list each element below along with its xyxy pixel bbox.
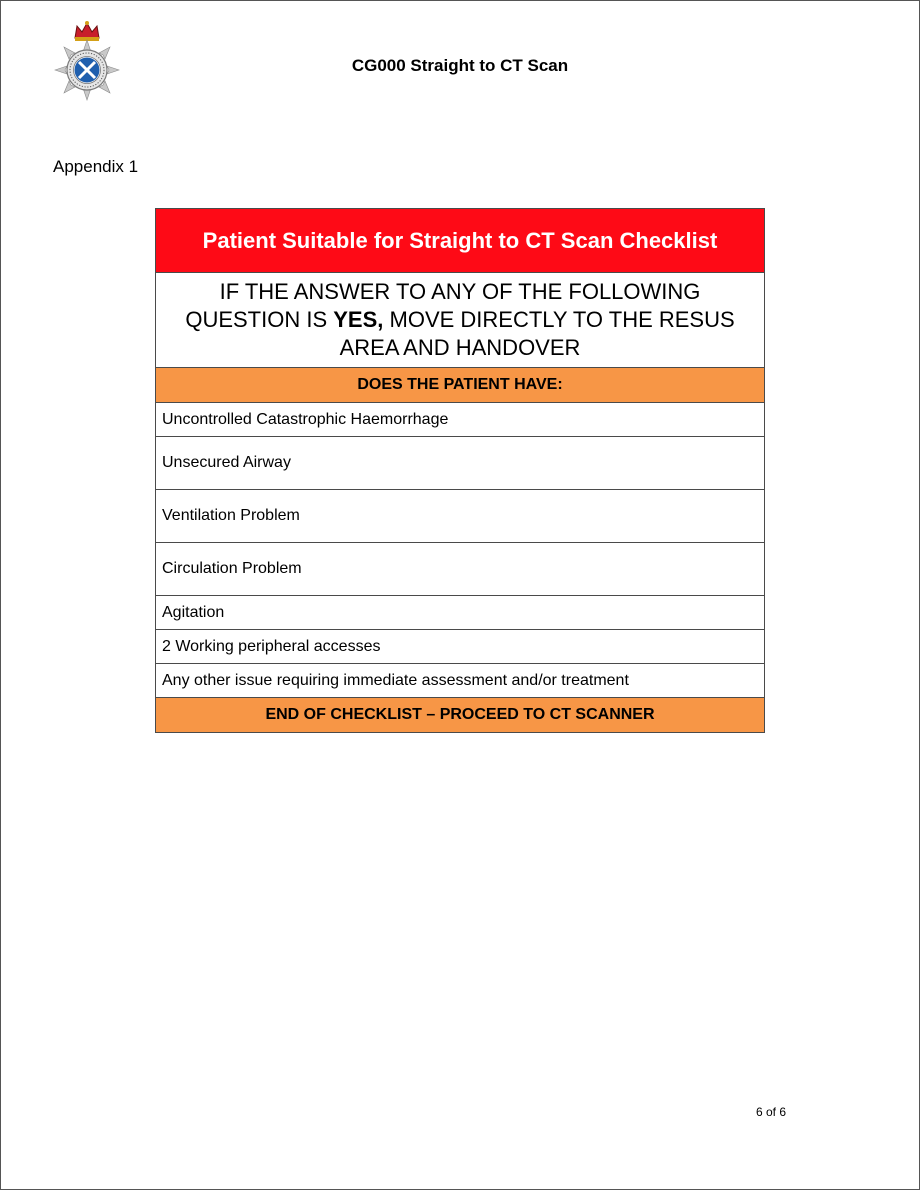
checklist-item: Unsecured Airway xyxy=(156,437,765,490)
document-title: CG000 Straight to CT Scan xyxy=(351,56,569,75)
table-row xyxy=(156,630,765,664)
instruction-part2: MOVE DIRECTLY TO THE RESUS AREA AND HANDOVER xyxy=(339,307,735,360)
checklist-title: Patient Suitable for Straight to CT Scan Checklist xyxy=(156,209,765,273)
table-row xyxy=(156,403,765,437)
table-row xyxy=(156,664,765,698)
appendix-label: Appendix 1 xyxy=(53,157,139,176)
section-header: DOES THE PATIENT HAVE: xyxy=(156,368,765,403)
instruction-yes: YES, xyxy=(333,307,384,332)
checklist-item: Agitation xyxy=(156,596,765,630)
table-row xyxy=(156,596,765,630)
checklist-item: 2 Working peripheral accesses xyxy=(156,630,765,664)
table-row xyxy=(156,490,765,543)
table-row xyxy=(156,543,765,596)
instruction-row xyxy=(156,273,765,368)
checklist-table xyxy=(155,208,765,733)
checklist-item: Uncontrolled Catastrophic Haemorrhage xyxy=(156,403,765,437)
table-row xyxy=(156,437,765,490)
checklist-footer-row xyxy=(156,698,765,733)
checklist-item: Any other issue requiring immediate assessment and/or treatment xyxy=(156,664,765,698)
instruction-part1: IF THE ANSWER TO ANY OF THE FOLLOWING QUESTION IS xyxy=(185,279,701,332)
page-number: 6 of 6 xyxy=(756,1105,787,1119)
checklist-footer: END OF CHECKLIST – PROCEED TO CT SCANNER xyxy=(156,698,765,733)
section-header-row xyxy=(156,368,765,403)
checklist-title-row xyxy=(156,209,765,273)
checklist-item: Circulation Problem xyxy=(156,543,765,596)
instruction-text xyxy=(156,273,765,368)
checklist-item: Ventilation Problem xyxy=(156,490,765,543)
